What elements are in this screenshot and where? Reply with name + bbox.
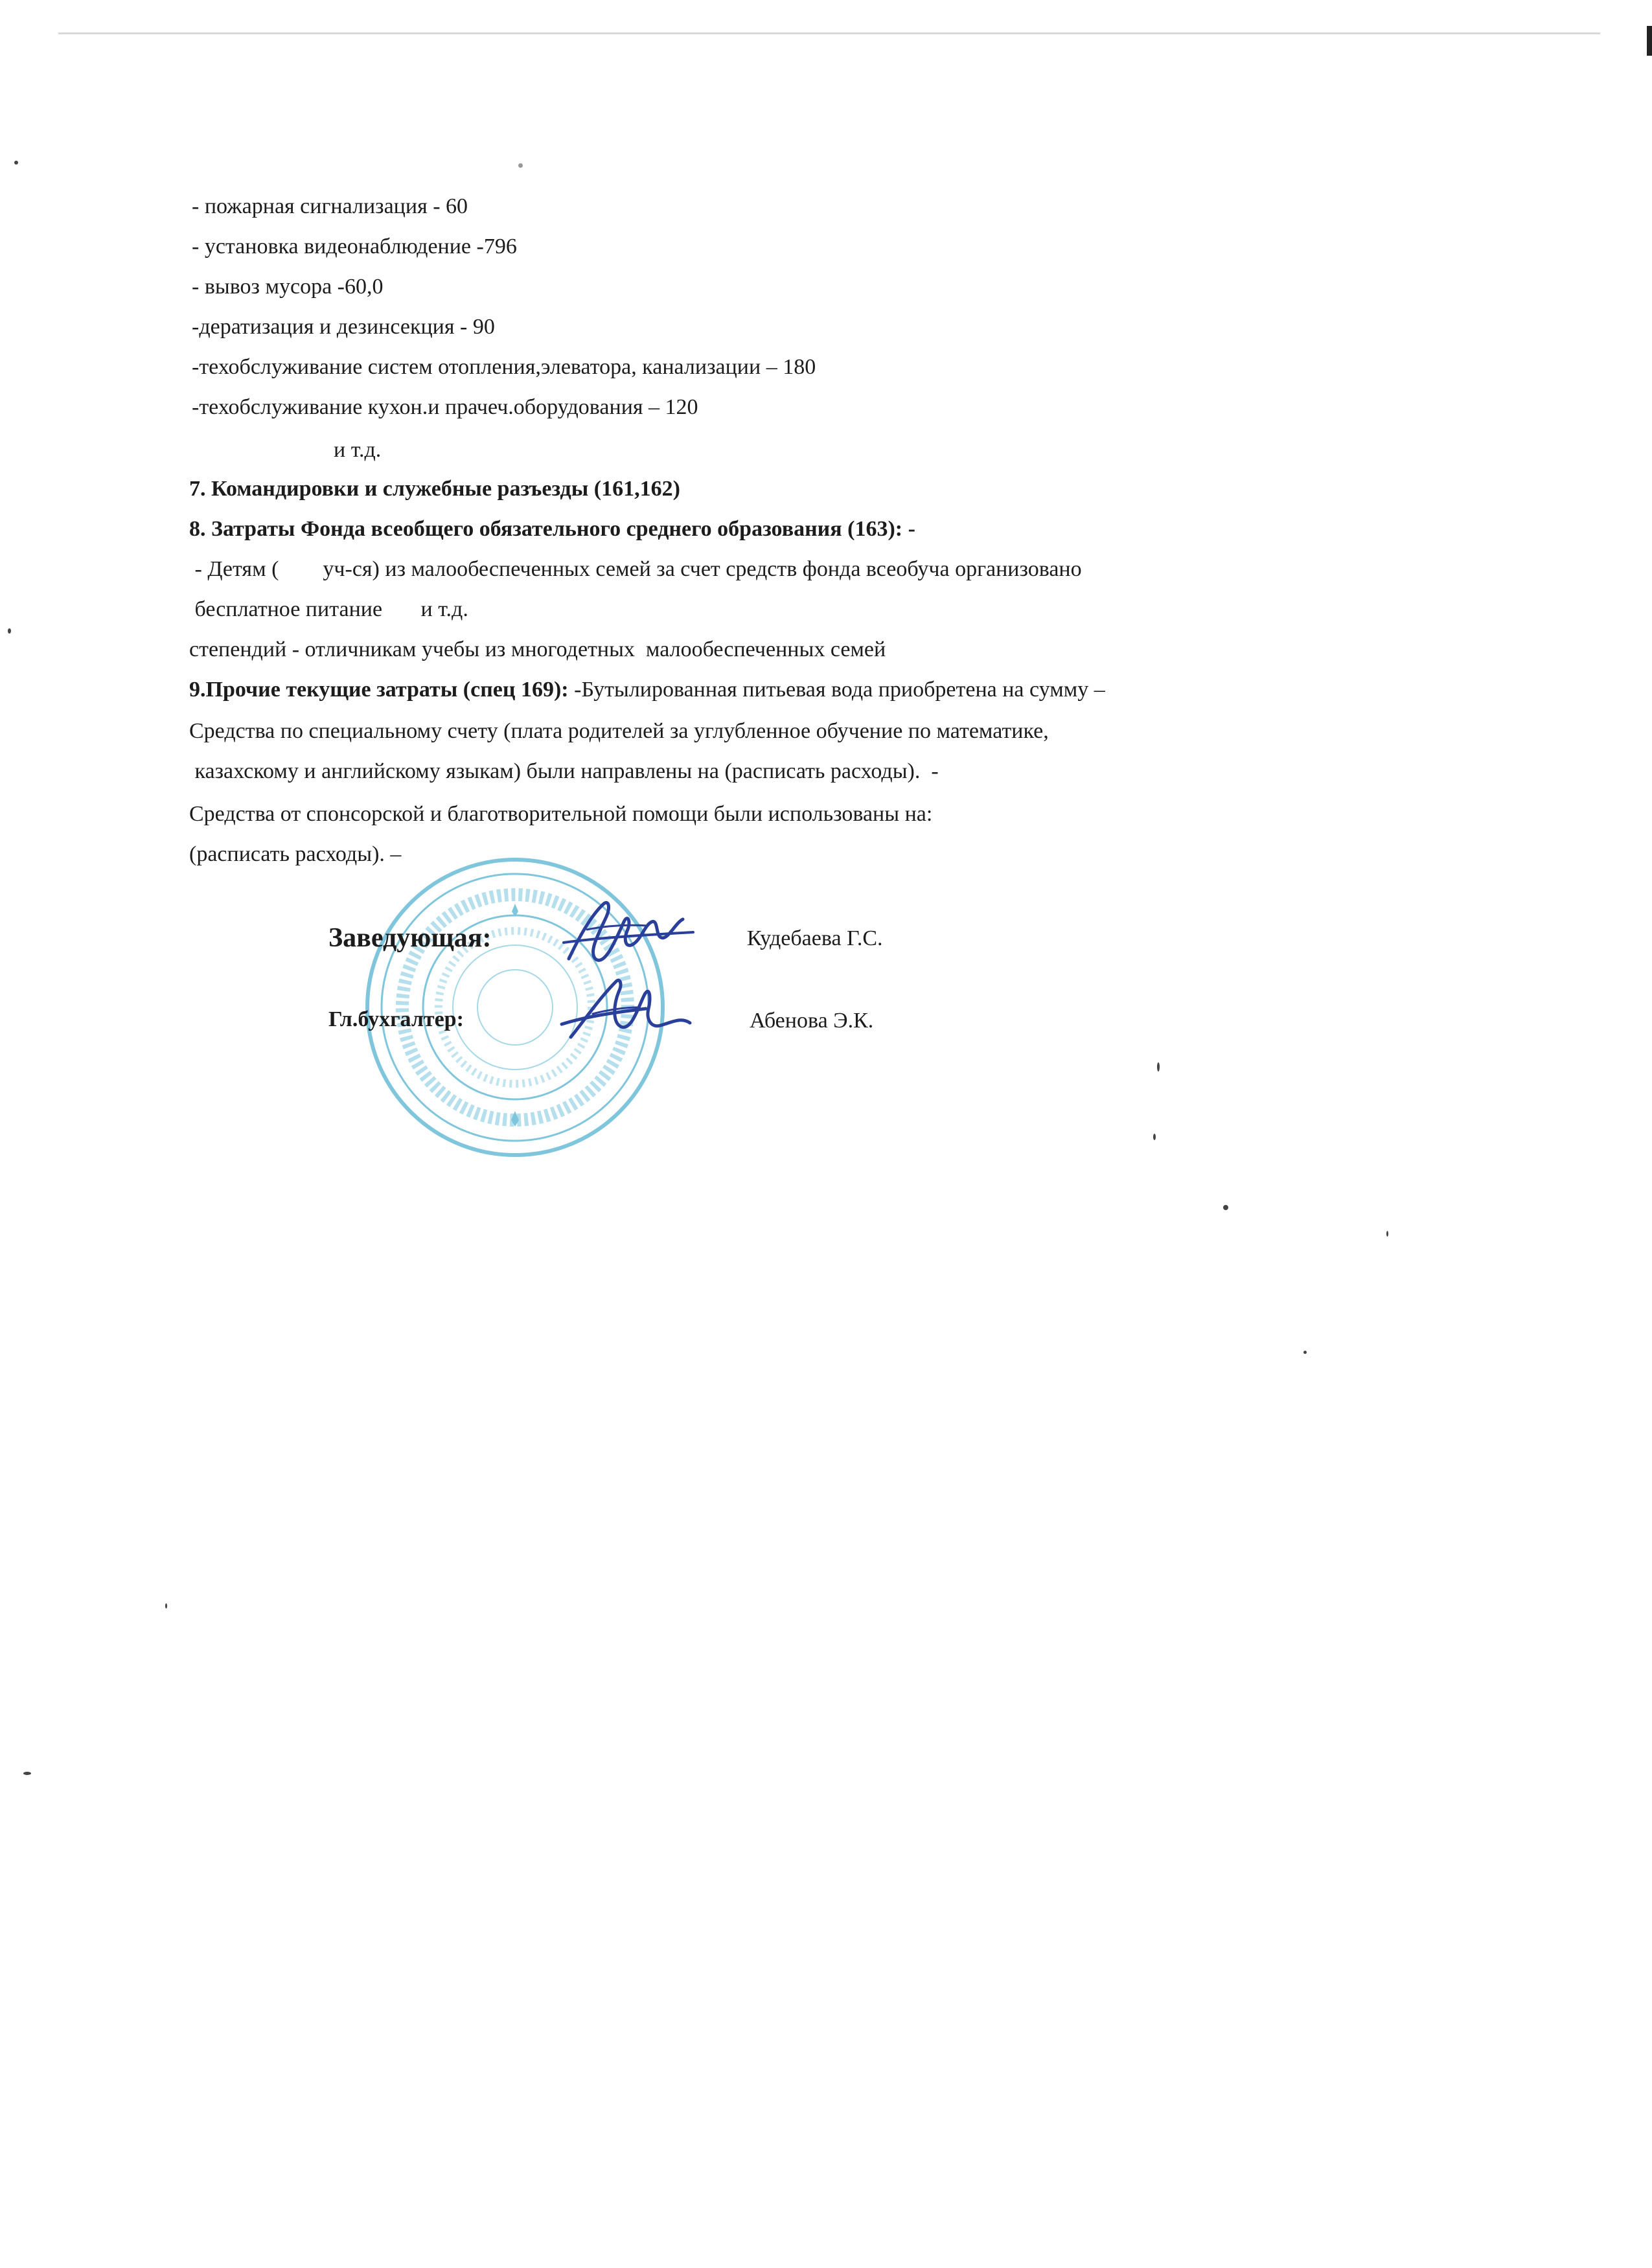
special-account-line-1: Средства по специальному счету (плата родителей за углубленное обучение по математике, [189, 719, 1049, 743]
sponsor-line-2: (расписать расходы). – [189, 842, 402, 866]
special-account-line-2: казахскому и английскому языкам) были направлены на (расписать расходы). - [189, 759, 939, 783]
list-item-garbage-removal: - вывоз мусора -60,0 [192, 275, 384, 299]
scan-speck [1386, 1231, 1388, 1237]
scan-speck [518, 163, 523, 168]
scan-speck [1153, 1134, 1156, 1140]
section-9-text: -Бутылированная питьевая вода приобретена на сумму – [574, 678, 1105, 702]
scan-speck [165, 1603, 167, 1609]
scan-speck [1157, 1062, 1160, 1071]
section-9-line [189, 677, 1105, 703]
scan-corner-mark [1647, 26, 1652, 56]
accountant-role-label: Гл.бухгалтер: [328, 1007, 464, 1031]
head-role-label: Заведующая: [328, 923, 492, 953]
scan-speck [1303, 1351, 1307, 1354]
accountant-name: Абенова Э.К. [750, 1009, 874, 1033]
list-item-pest-control: -дератизация и дезинсекция - 90 [192, 315, 495, 339]
section-9-heading: 9.Прочие текущие затраты (спец 169): [189, 678, 575, 702]
section-8-heading: 8. Затраты Фонда всеобщего обязательного среднего образования (163): - [189, 517, 915, 541]
head-signature [551, 897, 700, 972]
scan-speck [23, 1772, 31, 1775]
list-item-fire-alarm: - пожарная сигнализация - 60 [192, 194, 468, 218]
list-item-video-surveillance: - установка видеонаблюдение -796 [192, 235, 517, 258]
scan-speck [14, 161, 18, 165]
head-name: Кудебаева Г.С. [747, 926, 883, 950]
sponsor-line-1: Средства от спонсорской и благотворительной помощи были использованы на: [189, 802, 933, 826]
scan-speck [8, 628, 11, 634]
section-8-line-2: бесплатное питание и т.д. [189, 597, 468, 621]
section-8-line-1: - Детям ( уч-ся) из малообеспеченных семей за счет средств фонда всеобуча организовано [189, 557, 1082, 581]
scan-edge-line [58, 32, 1600, 34]
section-7-heading: 7. Командировки и служебные разъезды (161,162) [189, 477, 680, 501]
etc-line: и т.д. [334, 438, 382, 462]
accountant-signature [554, 975, 696, 1046]
list-item-kitchen-maintenance: -техобслуживание кухон.и прачеч.оборудования – 120 [192, 395, 698, 419]
list-item-heating-maintenance: -техобслуживание систем отопления,элеватора, канализации – 180 [192, 355, 816, 379]
section-8-line-3: степендий - отличникам учебы из многодетных малообеспеченных семей [189, 637, 886, 661]
scan-speck [1223, 1205, 1228, 1210]
